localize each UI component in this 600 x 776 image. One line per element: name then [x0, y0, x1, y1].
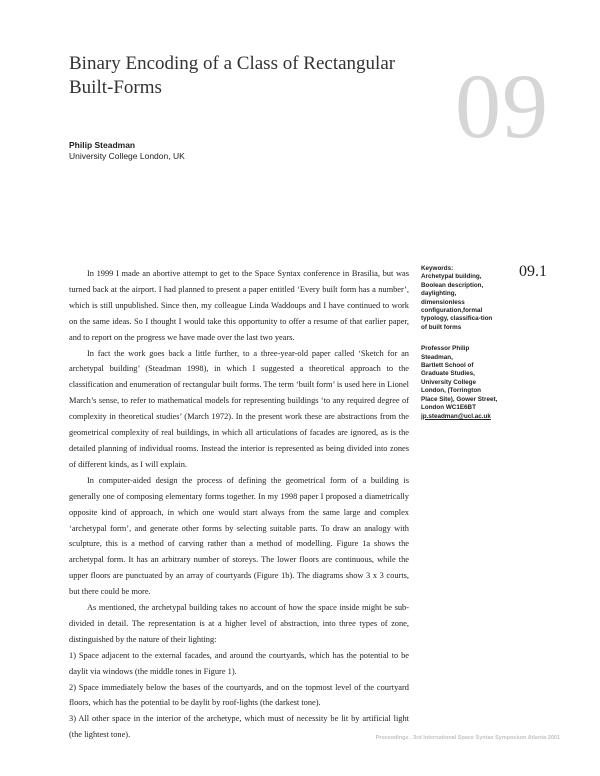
list-item: 3) All other space in the interior of the archetype, which must of necessity be lit by artificial light (the lightest tone).	[69, 714, 409, 740]
contact-line: London WC1E6BT	[421, 404, 476, 412]
paper-number: 09	[455, 55, 549, 157]
list-item: 2) Space immediately below the bases of the courtyards, and on the topmost level of the courtyard floors, which has the potential to be daylit by roof-lights (the darkest tone).	[69, 682, 409, 708]
keywords-text: Archetypal building, Boolean description, daylighting, dimensionless configuration,formal typology, classifica-tion of built forms	[421, 273, 493, 331]
contact-line: University College London, (Torrington Place Site), Gower Street,	[421, 378, 498, 403]
keywords-label: Keywords:	[421, 265, 454, 272]
author-name: Philip Steadman	[69, 140, 136, 150]
paragraph: In 1999 I made an abortive attempt to get to the Space Syntax conference in Brasilia, but was turned back at the airport. I had planned to present a paper entitled ‘Every built form has a number’, which is still unpublished. Since then, my colleague Linda Waddoups and I have continued to work on the same ideas. So I thought I would take this opportunity to offer a resume of that earlier paper, and to report on the progress we have made over the last two years.	[69, 269, 409, 342]
author-affiliation: University College London, UK	[69, 151, 185, 161]
page-footer: Proceedings . 3rd International Space Syntax Symposium Atlanta 2001	[375, 735, 560, 741]
contact-line: Professor Philip Steadman,	[421, 345, 470, 361]
paragraph: In computer-aided design the process of defining the geometrical form of a building is generally one of composing elementary forms together. In my 1998 paper I proposed a diametrically opposite kind of approach, in which one would start always from the same large and complex ‘archetypal form’, and generate other forms by selecting suitable parts. To draw an analogy with sculpture, this is a method of carving rather than a method of modelling. Figure 1a shows the archetypal form. It has an arbitrary number of storeys. The lower floors are continuous, while the upper floors are punctuated by an array of courtyards (Figure 1b). The diagrams show 3 x 3 courts, but there could be more.	[69, 475, 409, 597]
paragraph: In fact the work goes back a little further, to a three-year-old paper called ‘Sketch for an archetypal building’ (Steadman 1998), in which I suggested a theoretical approach to the classification and enumeration of rectangular built forms. The term ‘built form’ is used here in Lionel March’s sense, to refer to mathematical models for representing buildings ‘to any required degree of complexity in theoretical studies’ (March 1972). In the present work these are abstractions from the geometrical complexity of real buildings, in which all articulations of facades are ignored, as is the detailed planning of individual rooms. Instead the interior is represented as being divided into zones of different kinds, as I will explain.	[69, 348, 409, 469]
author-email[interactable]: jp.steadman@ucl.ac.uk	[421, 412, 491, 420]
contact-line: Bartlett School of Graduate Studies,	[421, 362, 475, 378]
paragraph: As mentioned, the archetypal building takes no account of how the space inside might be sub-divided in detail. The representation is at a higher level of abstraction, into three types of zone, distinguished by the nature of their lighting:	[69, 603, 409, 644]
sidebar-notes	[421, 265, 499, 421]
paper-title: Binary Encoding of a Class of Rectangular Built-Forms	[69, 53, 396, 98]
section-number: 09.1	[519, 263, 547, 280]
body-text	[69, 266, 409, 743]
list-item: 1) Space adjacent to the external facades, and around the courtyards, which has the potential to be daylit via windows (the middle tones in Figure 1).	[69, 650, 409, 676]
